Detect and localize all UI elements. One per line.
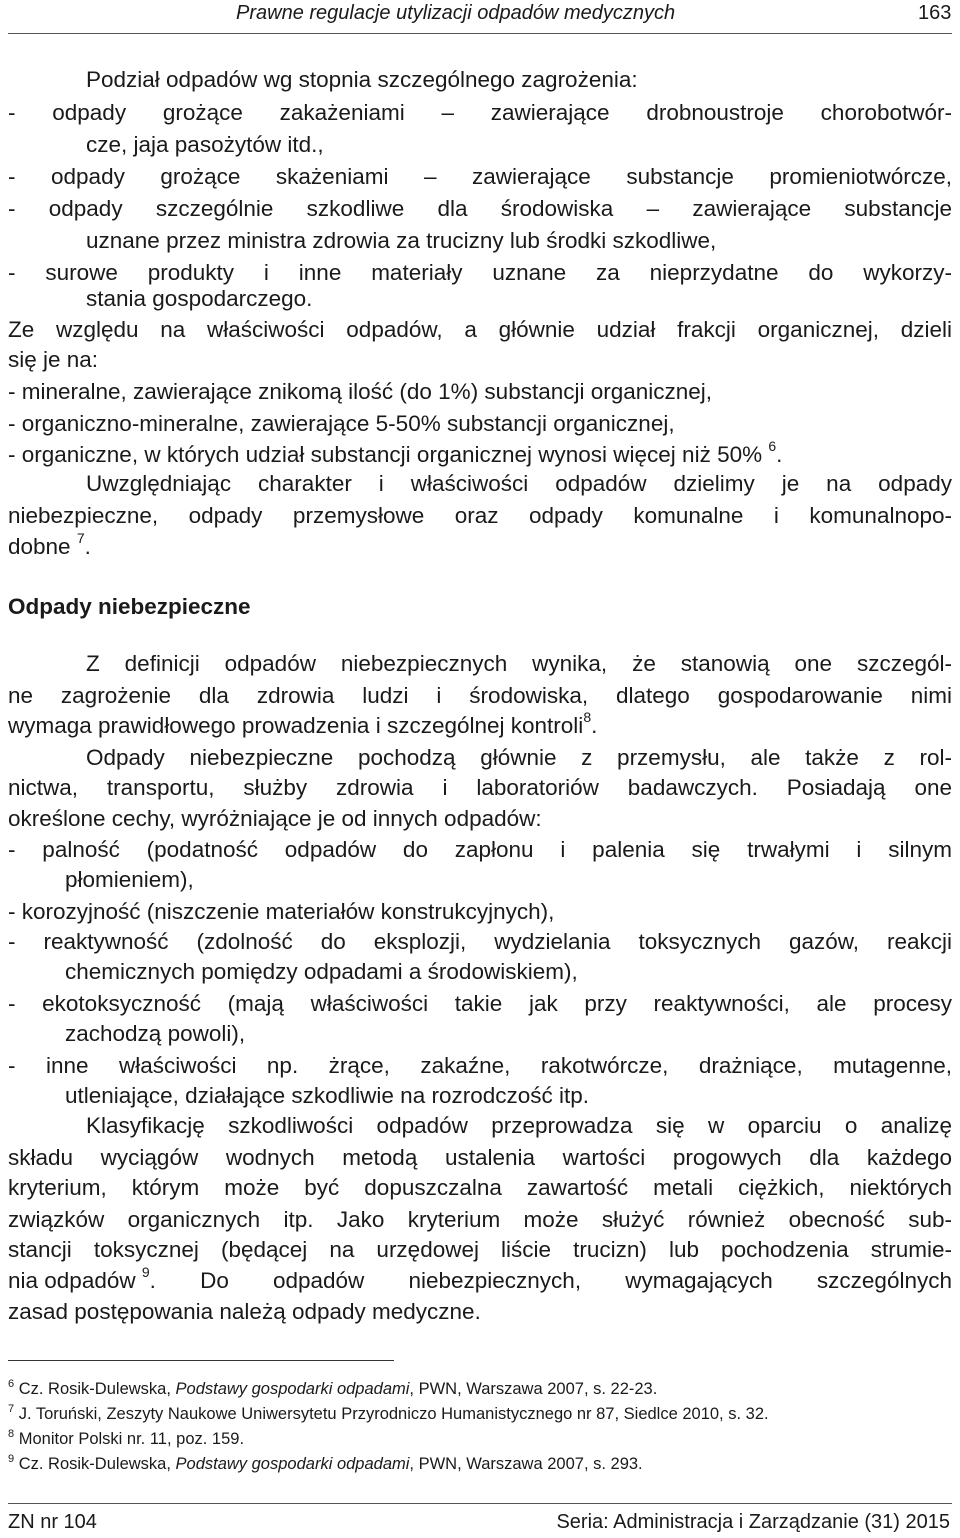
body-line: niebezpieczne, odpady przemysłowe oraz odpady komunalne i komunalnopo-: [8, 503, 952, 528]
footer-right: Seria: Administracja i Zarządzanie (31) 2015: [556, 1511, 950, 1533]
body-line: nictwa, transportu, służby zdrowia i laboratoriów badawczych. Posiadają one: [8, 775, 952, 800]
footnote: $^7$ J. Toruński, Zeszyty Naukowe Uniwersytetu Przyrodniczo Humanistycznego nr 87, Siedlce 2010, s. 32.: [8, 1403, 769, 1423]
body-line: związków organicznych itp. Jako kryterium może służyć również obecność sub-: [8, 1207, 952, 1232]
running-header: Prawne regulacje utylizacji odpadów medycznych: [236, 2, 676, 24]
body-line: Z definicji odpadów niebezpiecznych wynika, że stanowią one szczegól-: [86, 651, 952, 676]
page-number: 163: [918, 2, 952, 24]
body-line: - korozyjność (niszczenie materiałów konstrukcyjnych),: [8, 899, 555, 924]
body-line: - inne właściwości np. żrące, zakaźne, rakotwórcze, drażniące, mutagenne,: [8, 1053, 952, 1078]
footer-rule: [8, 1503, 952, 1504]
footnote: $^9$ Cz. Rosik-Dulewska, Podstawy gospodarki odpadami, PWN, Warszawa 2007, s. 293.: [8, 1453, 643, 1473]
body-line: stania gospodarczego.: [86, 286, 313, 311]
footnote-ref: 8: [583, 709, 592, 725]
body-line: - organiczne, w których udział substancji organicznej wynosi więcej niż 50% $^6$.: [8, 438, 783, 467]
footnote: $^6$ Cz. Rosik-Dulewska, Podstawy gospodarki odpadami, PWN, Warszawa 2007, s. 22-23.: [8, 1378, 658, 1398]
body-line: - organiczno-mineralne, zawierające 5-50% substancji organicznej,: [8, 411, 675, 436]
body-line: Uwzględniając charakter i właściwości odpadów dzielimy je na odpady: [86, 471, 952, 496]
body-line: - odpady szczególnie szkodliwe dla środowiska – zawierające substancje: [8, 196, 952, 221]
footnote-ref: 9: [141, 1264, 150, 1280]
body-line: utleniające, działające szkodliwie na rozrodczość itp.: [65, 1083, 590, 1108]
body-line: Ze względu na właściwości odpadów, a głównie udział frakcji organicznej, dzieli: [8, 317, 952, 342]
body-line: zachodzą powoli),: [65, 1021, 246, 1046]
body-line: ne zagrożenie dla zdrowia ludzi i środowiska, dlatego gospodarowanie nimi: [8, 683, 952, 708]
body-line: stancji toksycznej (będącej na urzędowej liście trucizn) lub pochodzenia strumie-: [8, 1237, 952, 1262]
body-line: - surowe produkty i inne materiały uznane za nieprzydatne do wykorzy-: [8, 260, 952, 285]
body-line: - odpady grożące skażeniami – zawierające substancje promieniotwórcze,: [8, 164, 952, 189]
body-line: określone cechy, wyróżniające je od innych odpadów:: [8, 806, 542, 831]
body-line: - reaktywność (zdolność do eksplozji, wydzielania toksycznych gazów, reakcji: [8, 929, 952, 954]
body-line: wymaga prawidłowego prowadzenia i szczególnej kontroli$^8$.: [8, 709, 598, 738]
body-line: chemicznych pomiędzy odpadami a środowiskiem),: [65, 959, 578, 984]
body-line: - mineralne, zawierające znikomą ilość (do 1%) substancji organicznej,: [8, 379, 713, 404]
footnote-ref: 7: [76, 530, 85, 546]
body-line: Klasyfikację szkodliwości odpadów przeprowadza się w oparciu o analizę: [86, 1113, 952, 1138]
body-line: się je na:: [8, 347, 99, 372]
body-line: - odpady grożące zakażeniami – zawierające drobnoustroje chorobotwór-: [8, 100, 952, 125]
body-line: dobne $^7$.: [8, 530, 91, 559]
body-line: Odpady niebezpieczne pochodzą głównie z przemysłu, ale także z rol-: [86, 745, 952, 770]
footnote: $^8$ Monitor Polski nr. 11, poz. 159.: [8, 1428, 245, 1448]
body-line: - palność (podatność odpadów do zapłonu i palenia się trwałymi i silnym: [8, 837, 952, 862]
body-line: składu wyciągów wodnych metodą ustalenia wartości progowych dla każdego: [8, 1145, 952, 1170]
body-line: płomieniem),: [65, 867, 194, 892]
body-line: uznane przez ministra zdrowia za trucizny lub środki szkodliwe,: [86, 228, 717, 253]
body-line: cze, jaja pasożytów itd.,: [86, 132, 324, 157]
body-line: nia odpadów 9 . Do odpadów niebezpiecznych, wymagających szczególnych: [8, 1265, 952, 1299]
body-line: kryterium, którym może być dopuszczalna zawartość metali ciężkich, niektórych: [8, 1175, 952, 1200]
footer-left: ZN nr 104: [8, 1511, 97, 1533]
body-line: Podział odpadów wg stopnia szczególnego zagrożenia:: [86, 67, 638, 92]
header-rule: [8, 33, 952, 34]
footnote-separator: [8, 1360, 394, 1361]
body-line: zasad postępowania należą odpady medyczne.: [8, 1299, 481, 1324]
section-heading: Odpady niebezpieczne: [8, 594, 251, 619]
footnote-ref: 6: [768, 438, 777, 454]
body-line: - ekotoksyczność (mają właściwości takie jak przy reaktywności, ale procesy: [8, 991, 952, 1016]
